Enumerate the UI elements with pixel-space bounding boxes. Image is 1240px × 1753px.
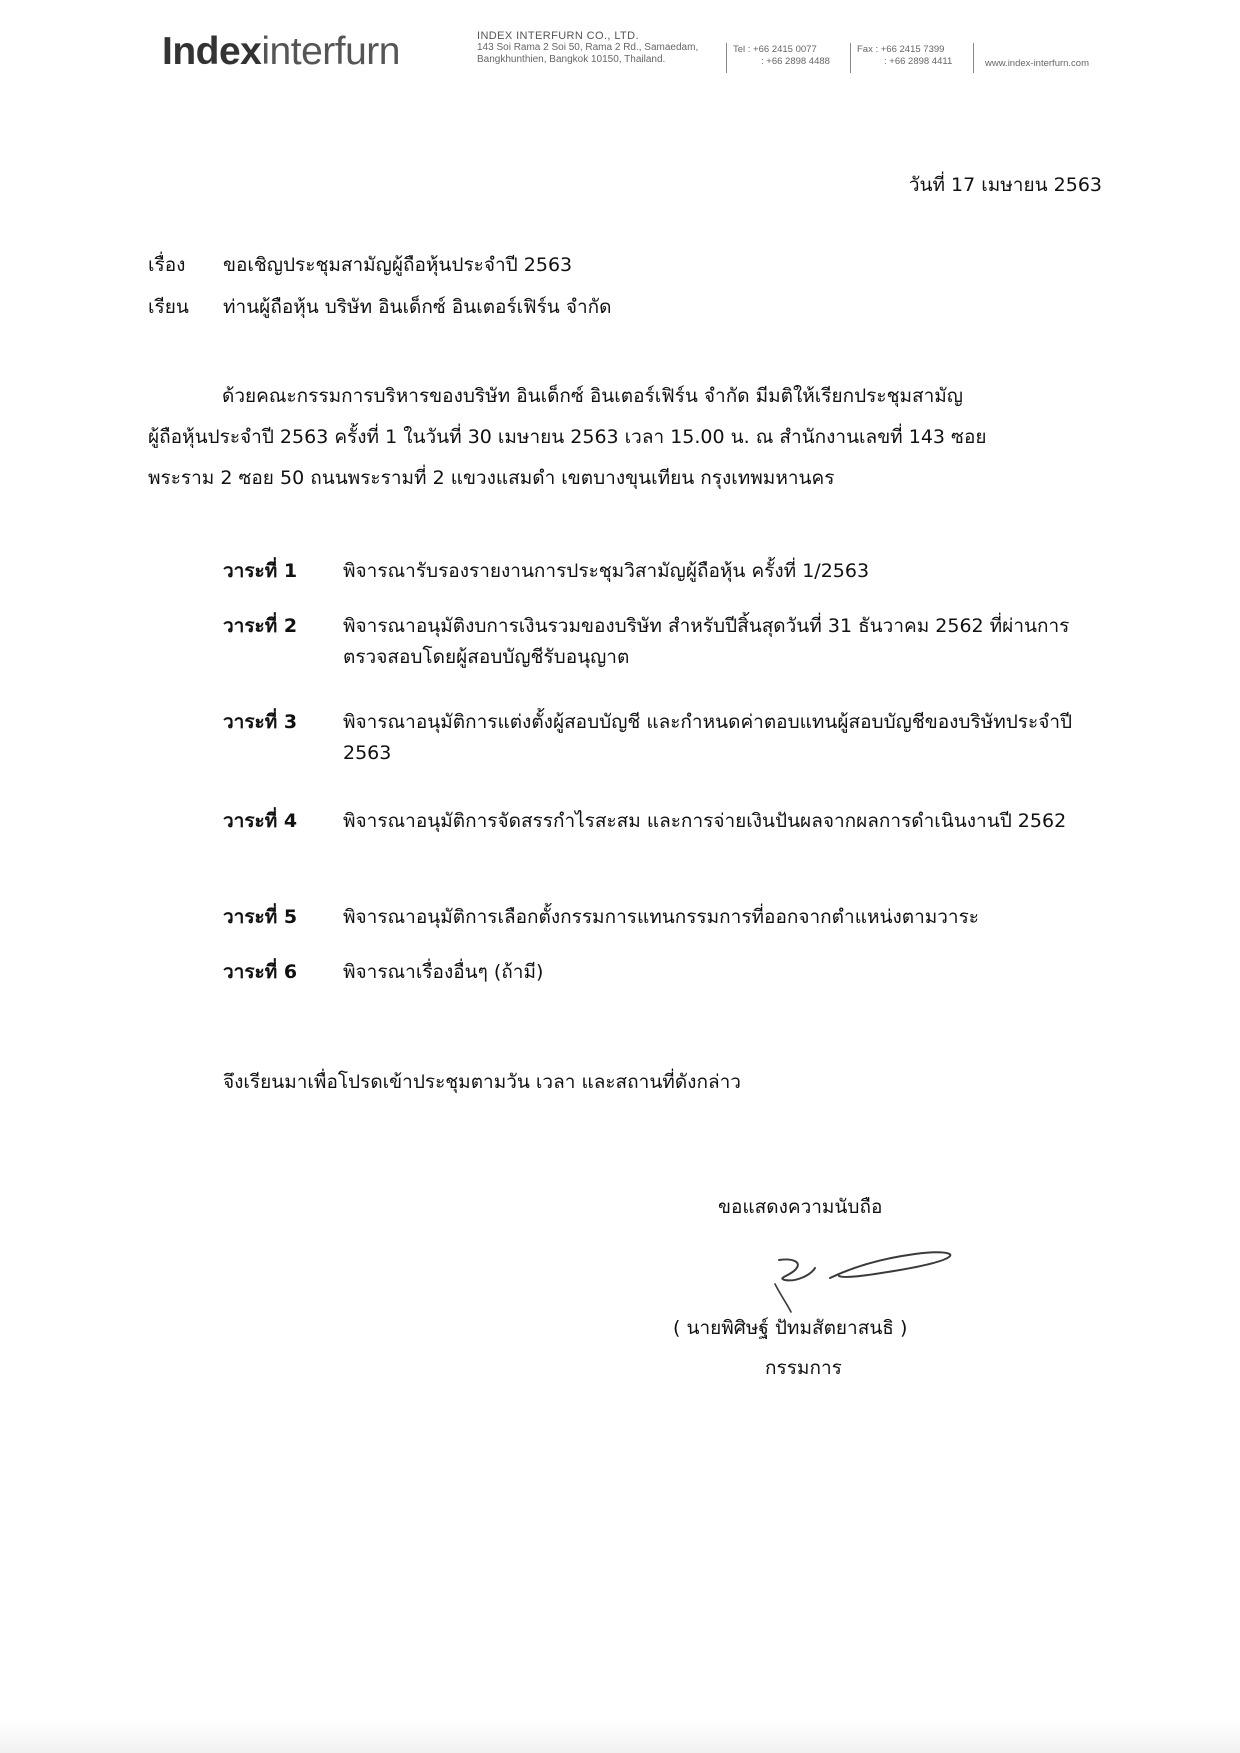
letterhead-divider bbox=[973, 43, 974, 73]
recipient-text: ท่านผู้ถือหุ้น บริษัท อินเด็กซ์ อินเตอร์เฟิร์น จำกัด bbox=[223, 296, 612, 318]
body-line: ด้วยคณะกรรมการบริหารของบริษัท อินเด็กซ์ อินเตอร์เฟิร์น จำกัด มีมติให้เรียกประชุมสามัญ bbox=[222, 385, 963, 407]
agenda-text: พิจารณาอนุมัติการเลือกตั้งกรรมการแทนกรรมการที่ออกจากตำแหน่งตามวาระ bbox=[343, 906, 980, 928]
subject-text: ขอเชิญประชุมสามัญผู้ถือหุ้นประจำปี 2563 bbox=[223, 254, 573, 276]
letterhead-divider bbox=[850, 43, 851, 73]
agenda-text: พิจารณาเรื่องอื่นๆ (ถ้ามี) bbox=[343, 961, 544, 983]
closing-sentence: จึงเรียนมาเพื่อโปรดเข้าประชุมตามวัน เวลา และสถานที่ดังกล่าว bbox=[223, 1071, 741, 1093]
letterhead bbox=[0, 0, 1240, 110]
agenda-label: วาระที่ 6 bbox=[223, 961, 298, 983]
company-logo bbox=[162, 30, 400, 74]
fax-line-1: Fax : +66 2415 7399 bbox=[857, 44, 945, 55]
body-paragraph bbox=[148, 376, 1108, 499]
telephone-line-2: : +66 2898 4488 bbox=[761, 56, 830, 67]
address-line-2: Bangkhunthien, Bangkok 10150, Thailand. bbox=[477, 54, 666, 65]
body-line: ผู้ถือหุ้นประจำปี 2563 ครั้งที่ 1 ในวันที่ 30 เมษายน 2563 เวลา 15.00 น. ณ สำนักงานเลขที่ 143 ซอย bbox=[148, 426, 987, 448]
address-line-1: 143 Soi Rama 2 Soi 50, Rama 2 Rd., Samaedam, bbox=[477, 42, 699, 53]
signer-name: ( นายพิศิษฐ์ ปัทมสัตยาสนธิ ) bbox=[673, 1317, 908, 1339]
body-line: พระราม 2 ซอย 50 ถนนพระรามที่ 2 แขวงแสมดำ เขตบางขุนเทียน กรุงเทพมหานคร bbox=[148, 467, 835, 489]
website: www.index-interfurn.com bbox=[985, 58, 1090, 69]
subject-label: เรื่อง bbox=[148, 254, 186, 276]
regards-text: ขอแสดงความนับถือ bbox=[718, 1196, 883, 1218]
recipient-label: เรียน bbox=[148, 296, 189, 318]
letter-date: วันที่ 17 เมษายน 2563 bbox=[908, 174, 1102, 196]
logo-bold-text: Index bbox=[162, 30, 262, 73]
telephone-block bbox=[733, 44, 830, 68]
agenda-label: วาระที่ 1 bbox=[223, 560, 298, 582]
agenda-label: วาระที่ 5 bbox=[223, 906, 298, 928]
signer-position: กรรมการ bbox=[765, 1357, 842, 1379]
agenda-text: พิจารณารับรองรายงานการประชุมวิสามัญผู้ถือหุ้น ครั้งที่ 1/2563 bbox=[343, 560, 870, 582]
agenda-label: วาระที่ 4 bbox=[223, 810, 298, 832]
letterhead-divider bbox=[726, 43, 727, 73]
fax-line-2: : +66 2898 4411 bbox=[884, 56, 953, 67]
telephone-line-1: Tel : +66 2415 0077 bbox=[733, 44, 817, 55]
agenda-text: พิจารณาอนุมัติการแต่งตั้งผู้สอบบัญชี และกำหนดค่าตอบแทนผู้สอบบัญชีของบริษัทประจำปี 2563 bbox=[343, 711, 1073, 764]
fax-block bbox=[857, 44, 952, 68]
company-name: INDEX INTERFURN CO., LTD. bbox=[477, 30, 639, 42]
agenda-label: วาระที่ 2 bbox=[223, 615, 298, 637]
agenda-text: พิจารณาอนุมัติงบการเงินรวมของบริษัท สำหรับปีสิ้นสุดวันที่ 31 ธันวาคม 2562 ที่ผ่านการตรวจสอบโดยผู้สอบบัญชีรับอนุญาต bbox=[343, 615, 1070, 668]
agenda-label: วาระที่ 3 bbox=[223, 711, 298, 733]
company-address-block bbox=[477, 30, 698, 66]
scan-edge-shadow bbox=[0, 1720, 1240, 1753]
logo-light-text: interfurn bbox=[261, 30, 400, 73]
agenda-text: พิจารณาอนุมัติการจัดสรรกำไรสะสม และการจ่ายเงินปันผลจากผลการดำเนินงานปี 2562 bbox=[343, 810, 1067, 832]
